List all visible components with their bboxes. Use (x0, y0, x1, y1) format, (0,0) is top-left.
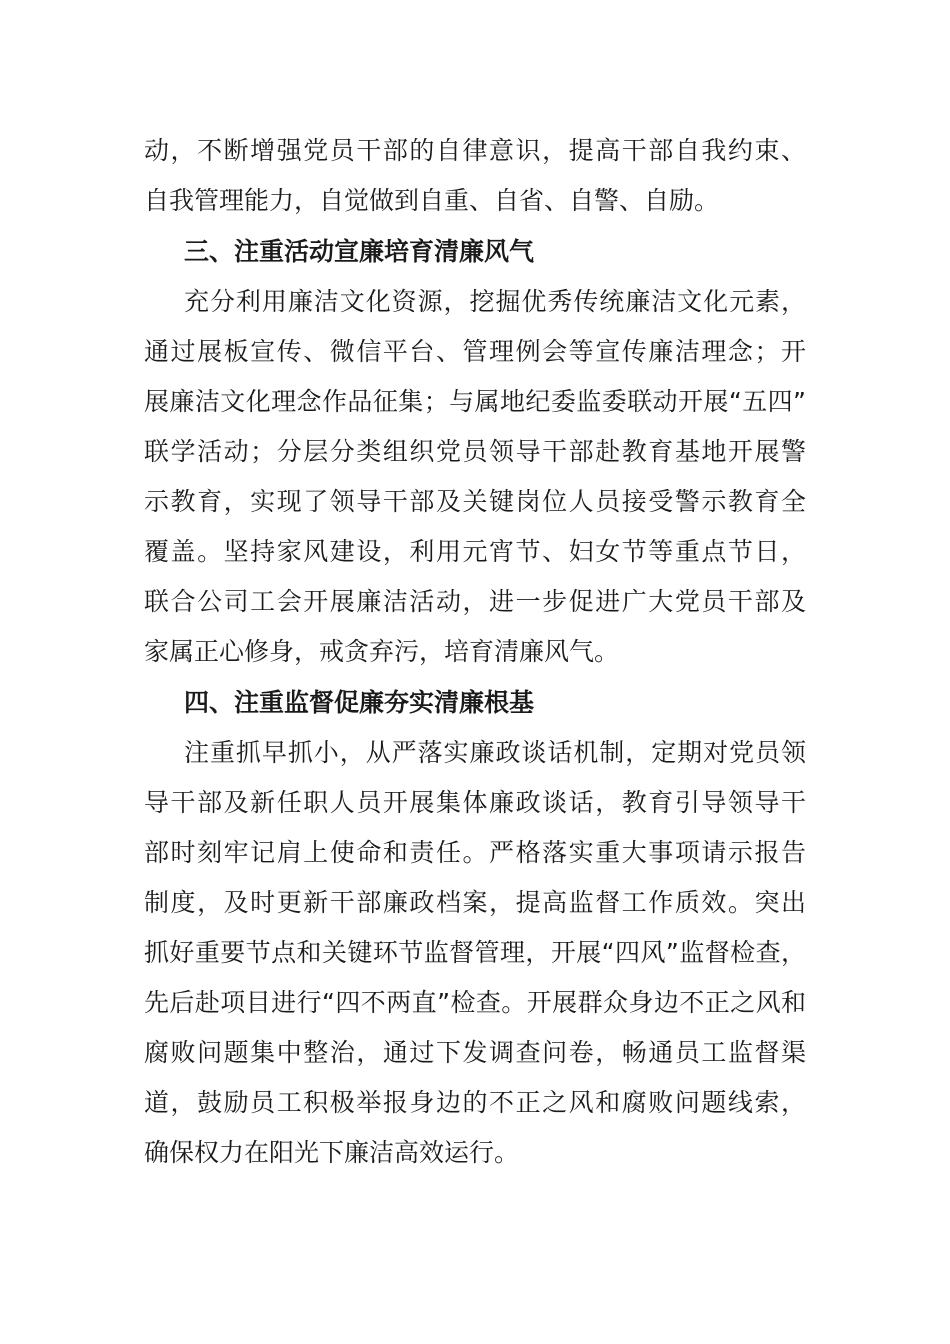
section-4-line-6: 先后赴项目进行“四不两直”检查。开展群众身边不正之风和 (144, 988, 806, 1017)
section-4-line-8: 道，鼓励员工积极举报身边的不正之风和腐败问题线索， (144, 1088, 806, 1117)
section-4-line-7: 腐败问题集中整治，通过下发调查问卷，畅通员工监督渠 (144, 1038, 806, 1067)
section-3-line-2: 通过展板宣传、微信平台、管理例会等宣传廉洁理念；开 (144, 337, 806, 366)
section-3-line-6: 覆盖。坚持家风建设，利用元宵节、妇女节等重点节日， (144, 537, 806, 566)
section-3-line-1: 充分利用廉洁文化资源，挖掘优秀传统廉洁文化元素， (184, 287, 806, 316)
section-3-line-5: 示教育，实现了领导干部及关键岗位人员接受警示教育全 (144, 487, 806, 516)
section-3-line-7: 联合公司工会开展廉洁活动，进一步促进广大党员干部及 (144, 587, 806, 616)
intro-line-2: 自我管理能力，自觉做到自重、自省、自警、自励。 (144, 186, 720, 215)
section-4-line-1: 注重抓早抓小，从严落实廉政谈话机制，定期对党员领 (184, 738, 806, 767)
section-4-heading: 四、注重监督促廉夯实清廉根基 (184, 688, 535, 717)
section-4-line-5: 抓好重要节点和关键环节监督管理，开展“四风”监督检查， (144, 938, 806, 967)
section-4-line-2: 导干部及新任职人员开展集体廉政谈话，教育引导领导干 (144, 788, 806, 817)
section-3-line-4: 联学活动；分层分类组织党员领导干部赴教育基地开展警 (144, 437, 806, 466)
section-3-line-3: 展廉洁文化理念作品征集；与属地纪委监委联动开展“五四” (144, 387, 806, 416)
section-4-line-3: 部时刻牢记肩上使命和责任。严格落实重大事项请示报告 (144, 838, 806, 867)
section-3-heading: 三、注重活动宣廉培育清廉风气 (184, 237, 535, 266)
section-3-line-8: 家属正心修身，戒贪弃污，培育清廉风气。 (144, 637, 620, 666)
section-4-line-9: 确保权力在阳光下廉洁高效运行。 (144, 1138, 520, 1167)
section-4-line-4: 制度，及时更新干部廉政档案，提高监督工作质效。突出 (144, 888, 806, 917)
intro-line-1: 动，不断增强党员干部的自律意识，提高干部自我约束、 (144, 136, 806, 165)
